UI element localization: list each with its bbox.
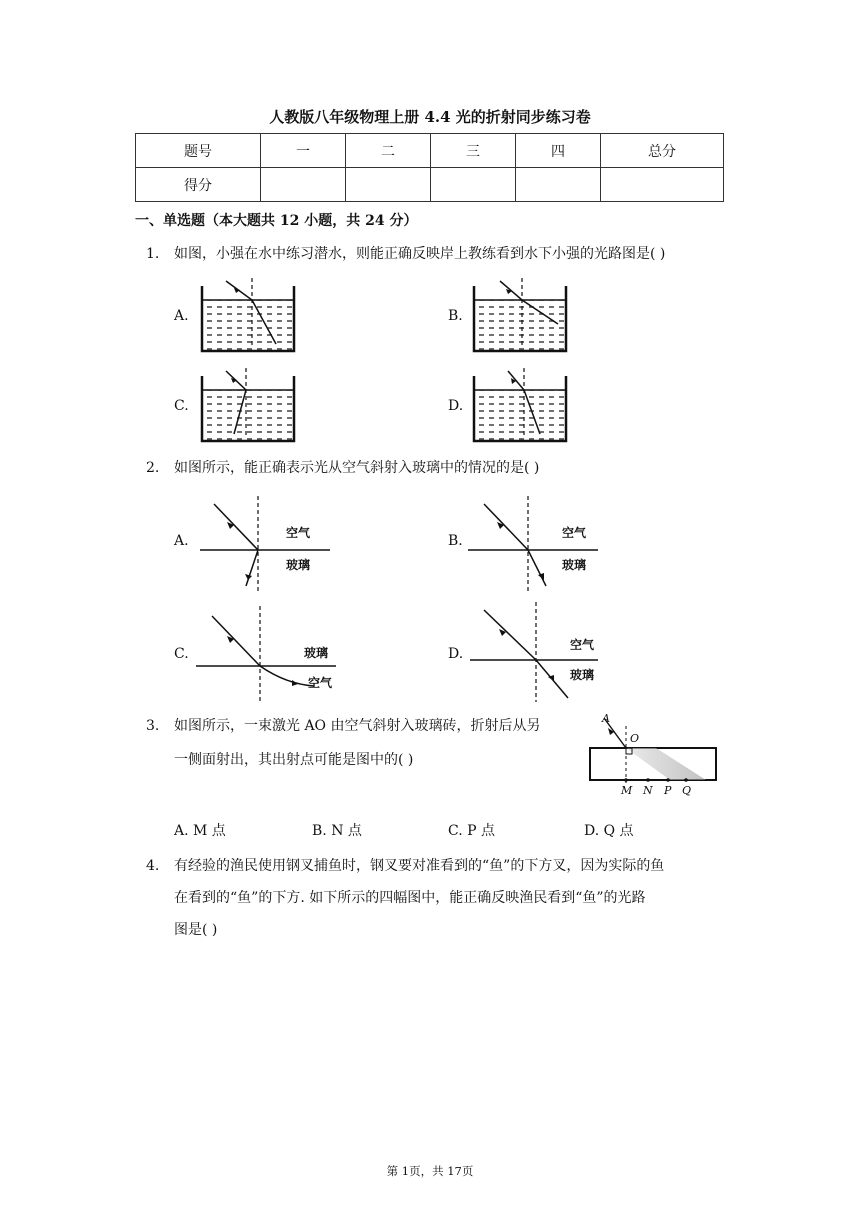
score-header-cell: 一 — [261, 134, 346, 168]
score-cell[interactable] — [601, 168, 724, 202]
glass-label: 玻璃 — [304, 646, 329, 660]
q1-figure-a — [196, 276, 300, 356]
score-header-cell: 总分 — [601, 134, 724, 168]
option-label[interactable]: D. — [448, 398, 464, 414]
option-label[interactable]: D. — [448, 646, 464, 662]
score-cell[interactable] — [431, 168, 516, 202]
question-number: 4. — [146, 858, 160, 874]
question-text: 如图所示，能正确表示光从空气斜射入玻璃中的情况的是( ) — [174, 460, 540, 476]
score-header-cell: 四 — [516, 134, 601, 168]
question-number: 1. — [146, 246, 160, 262]
option-label[interactable]: D. Q 点 — [584, 823, 634, 839]
q3-figure-glass-block — [586, 712, 720, 804]
question-text: 有经验的渔民使用钢叉捕鱼时，钢叉要对准看到的“鱼”的下方叉，因为实际的鱼 — [174, 858, 665, 874]
option-label[interactable]: C. — [174, 398, 189, 414]
q2-figure-b — [468, 494, 608, 594]
point-label-p: P — [664, 784, 672, 797]
q1-figure-d — [468, 366, 578, 446]
option-label[interactable]: A. — [174, 308, 189, 324]
glass-label: 玻璃 — [570, 668, 595, 682]
score-table-header-row — [136, 134, 724, 168]
glass-label: 玻璃 — [562, 558, 587, 572]
question-text: 一侧面射出，其出射点可能是图中的( ) — [174, 752, 414, 768]
question-text: 如图，小强在水中练习潜水，则能正确反映岸上教练看到水下小强的光路图是( ) — [174, 246, 666, 262]
point-label-n: N — [643, 784, 653, 797]
option-label[interactable]: C. — [174, 646, 189, 662]
option-label[interactable]: A. M 点 — [174, 823, 226, 839]
score-table — [135, 133, 724, 202]
score-cell[interactable] — [261, 168, 346, 202]
option-label[interactable]: B. — [448, 533, 463, 549]
question-number: 3. — [146, 718, 160, 734]
option-label[interactable]: B. — [448, 308, 463, 324]
air-label: 空气 — [308, 676, 333, 690]
score-cell[interactable] — [346, 168, 431, 202]
score-header-cell: 二 — [346, 134, 431, 168]
option-label[interactable]: C. P 点 — [448, 823, 495, 839]
option-label[interactable]: B. N 点 — [312, 823, 362, 839]
page-title: 人教版八年级物理上册 4.4 光的折射同步练习卷 — [269, 108, 591, 126]
question-text: 如图所示，一束激光 AO 由空气斜射入玻璃砖，折射后从另 — [174, 718, 541, 734]
score-table-score-row — [136, 168, 724, 202]
question-number: 2. — [146, 460, 160, 476]
score-header-cell: 三 — [431, 134, 516, 168]
page-footer: 第 1页，共 17页 — [386, 1164, 474, 1178]
q2-figure-a — [200, 494, 330, 594]
question-text: 在看到的“鱼”的下方. 如下所示的四幅图中，能正确反映渔民看到“鱼”的光路 — [174, 890, 646, 906]
point-label-o: O — [630, 732, 640, 745]
air-label: 空气 — [570, 638, 595, 652]
option-label[interactable]: A. — [174, 533, 189, 549]
glass-label: 玻璃 — [286, 558, 311, 572]
point-label-m: M — [621, 784, 633, 797]
q1-figure-c — [196, 366, 306, 446]
question-text: 图是( ) — [174, 922, 218, 938]
air-label: 空气 — [286, 526, 311, 540]
score-row-label: 得分 — [136, 168, 261, 202]
score-header-cell: 题号 — [136, 134, 261, 168]
q2-figure-c — [196, 604, 366, 704]
q1-figure-b — [468, 276, 572, 356]
score-cell[interactable] — [516, 168, 601, 202]
point-label-a: A — [602, 712, 610, 725]
q2-figure-d — [470, 600, 610, 704]
section-heading: 一、单选题（本大题共 12 小题，共 24 分） — [135, 213, 418, 229]
air-label: 空气 — [562, 526, 587, 540]
point-label-q: Q — [682, 784, 692, 797]
